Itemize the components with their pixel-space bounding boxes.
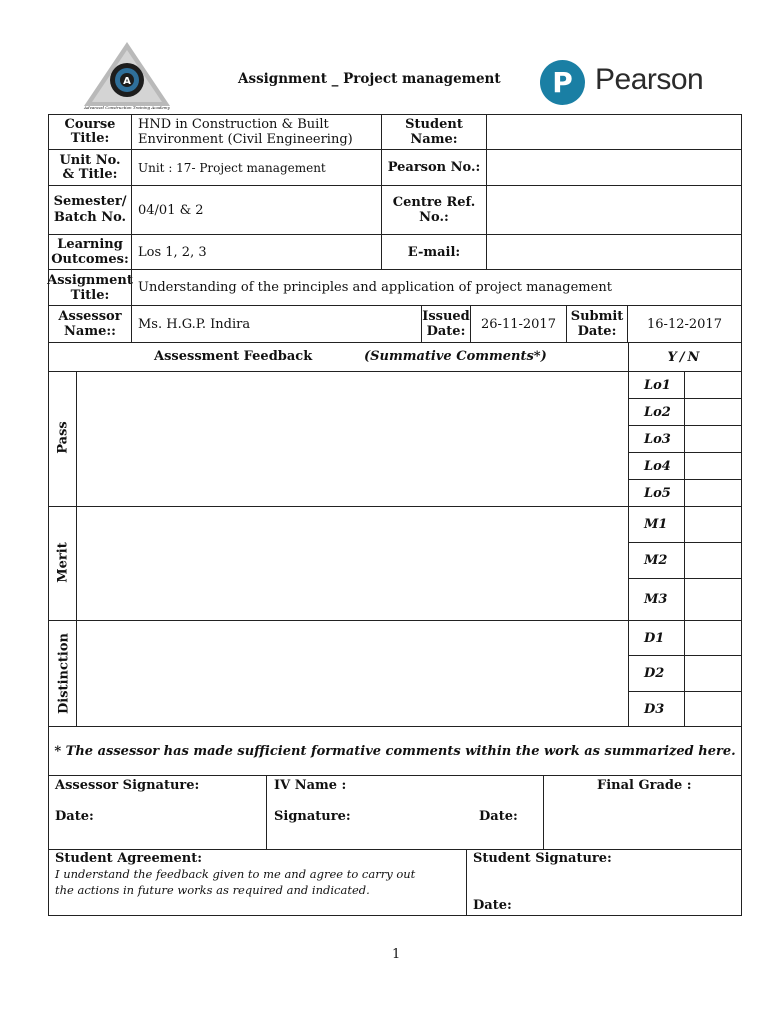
page-title: Assignment _ Project management (238, 71, 501, 87)
merit-criterion-yn-cell[interactable] (684, 542, 742, 579)
pass-criterion-yn-cell[interactable] (684, 398, 742, 426)
student-agreement-label: Student Agreement: (55, 851, 203, 866)
academy-logo-caption: Advanced Construction Training Academy (84, 105, 170, 110)
pass-criterion-yn-cell[interactable] (684, 452, 742, 480)
academy-logo-icon (80, 40, 174, 112)
student-date-label: Date: (473, 898, 512, 913)
distinction-criterion-yn-cell[interactable] (684, 620, 742, 656)
merit-label: Merit (55, 542, 71, 583)
merit-criterion-yn-cell[interactable] (684, 578, 742, 621)
distinction-comments-area[interactable] (76, 620, 629, 727)
distinction-criterion-label: D3 (628, 691, 685, 727)
assignment-title-value: Understanding of the principles and application of project management (131, 269, 742, 306)
student-signature-label: Student Signature: (473, 851, 612, 866)
student-signature-cell (466, 849, 742, 916)
semester-label: Semester/ Batch No. (48, 185, 132, 235)
learning-outcomes-value: Los 1, 2, 3 (131, 234, 382, 270)
distinction-label: Distinction (56, 633, 72, 714)
merit-criterion-label: M3 (628, 578, 685, 621)
svg-text:A: A (123, 76, 131, 87)
assessor-signature-label: Assessor Signature: (55, 778, 200, 793)
footnote: * The assessor has made sufficient formative comments within the work as summarized here. (48, 726, 742, 776)
pass-comments-area[interactable] (76, 371, 629, 507)
email-label: E-mail: (381, 234, 487, 270)
final-grade-label: Final Grade : (597, 778, 692, 793)
student-name-label: Student Name: (381, 114, 487, 150)
pass-criterion-yn-cell[interactable] (684, 479, 742, 507)
learning-outcomes-label: Learning Outcomes: (48, 234, 132, 270)
student-agreement-text: I understand the feedback given to me and agree to carry out the actions in future works as required and indicated. (55, 867, 416, 897)
pearson-no-value[interactable] (486, 149, 742, 186)
centre-ref-value[interactable] (486, 185, 742, 235)
merit-criterion-label: M1 (628, 506, 685, 543)
semester-value: 04/01 & 2 (131, 185, 382, 235)
distinction-criterion-yn-cell[interactable] (684, 655, 742, 692)
pass-criterion-label: Lo3 (628, 425, 685, 453)
unit-label: Unit No. & Title: (48, 149, 132, 186)
iv-date-label: Date: (479, 809, 518, 824)
pass-criterion-yn-cell[interactable] (684, 371, 742, 399)
merit-criterion-yn-cell[interactable] (684, 506, 742, 543)
unit-value: Unit : 17- Project management (131, 149, 382, 186)
distinction-criterion-label: D2 (628, 655, 685, 692)
centre-ref-label: Centre Ref. No.: (381, 185, 487, 235)
assessor-signature-cell (48, 775, 267, 850)
distinction-criterion-label: D1 (628, 620, 685, 656)
page-number: 1 (392, 947, 401, 962)
academy-logo (80, 40, 174, 112)
issued-date-value: 26-11-2017 (470, 305, 567, 343)
feedback-header-row (48, 342, 629, 372)
summative-comments-label: (Summative Comments*) (364, 349, 547, 364)
assignment-title-label: Assignment Title: (48, 269, 132, 306)
iv-name-label: IV Name : (274, 778, 347, 793)
yn-header: Y/N (628, 342, 742, 372)
distinction-criterion-yn-cell[interactable] (684, 691, 742, 727)
final-grade-cell (543, 775, 742, 850)
email-value[interactable] (486, 234, 742, 270)
assessment-feedback-heading: Assessment Feedback (154, 349, 313, 364)
course-title-value: HND in Construction & Built Environment (Civil Engineering) (131, 114, 382, 150)
distinction-band (48, 620, 77, 727)
pass-label: Pass (55, 421, 71, 454)
assessor-name-label: Assessor Name:: (48, 305, 132, 343)
student-agreement-cell (48, 849, 467, 916)
course-title-label: Course Title: (48, 114, 132, 150)
pass-band (48, 371, 77, 507)
iv-signature-label: Signature: (274, 809, 351, 824)
pearson-wordmark: Pearson (595, 63, 704, 96)
assessor-date-label: Date: (55, 809, 94, 824)
issued-date-label: Issued Date: (421, 305, 471, 343)
pass-criterion-label: Lo2 (628, 398, 685, 426)
student-name-value[interactable] (486, 114, 742, 150)
pearson-logo (540, 58, 715, 106)
submit-date-value: 16-12-2017 (627, 305, 742, 343)
pearson-p-icon: P (540, 60, 585, 105)
pass-criterion-label: Lo4 (628, 452, 685, 480)
pass-criterion-label: Lo1 (628, 371, 685, 399)
merit-criterion-label: M2 (628, 542, 685, 579)
merit-band (48, 506, 77, 621)
assessor-name-value: Ms. H.G.P. Indira (131, 305, 422, 343)
pass-criterion-yn-cell[interactable] (684, 425, 742, 453)
submit-date-label: Submit Date: (566, 305, 628, 343)
pass-criterion-label: Lo5 (628, 479, 685, 507)
pearson-no-label: Pearson No.: (381, 149, 487, 186)
iv-cell (266, 775, 544, 850)
merit-comments-area[interactable] (76, 506, 629, 621)
